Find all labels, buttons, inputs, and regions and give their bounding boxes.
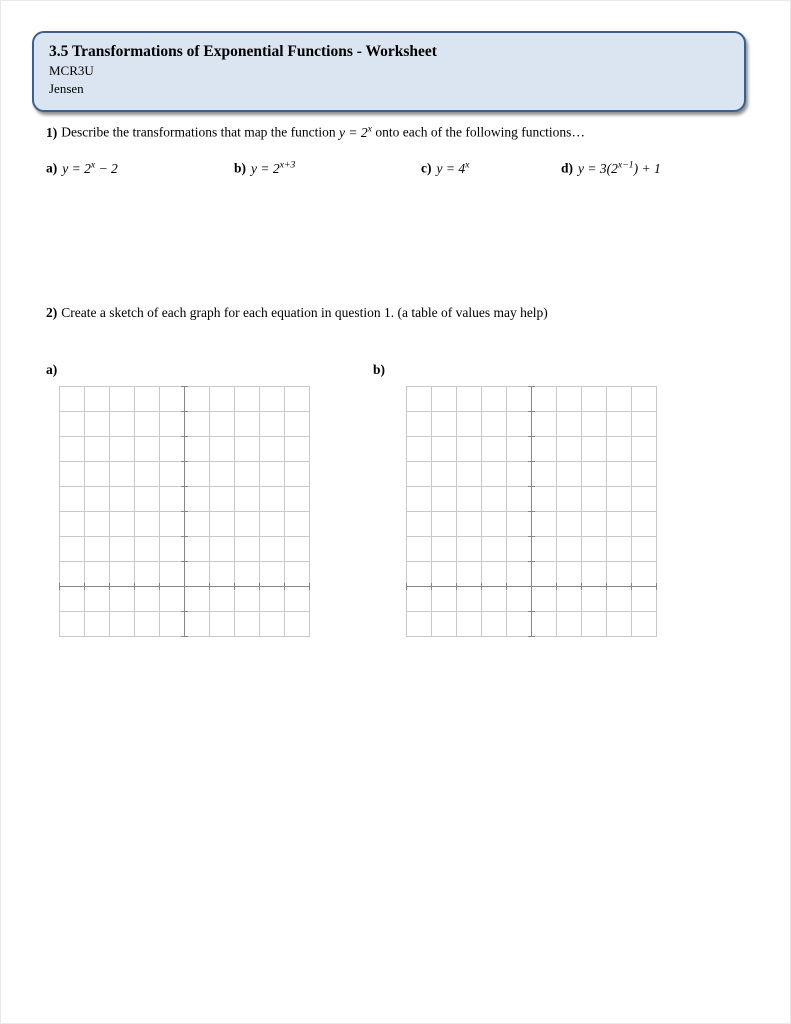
question-1-part-c [421,159,469,177]
part-d-suffix: ) + 1 [633,160,661,176]
part-a-exponent: x [90,159,96,170]
question-2-text: Create a sketch of each graph for each equation in question 1. (a table of values may help) [61,305,548,320]
x-axis [59,586,310,587]
part-a-equation [62,161,118,176]
part-c-base: y = 4 [436,160,466,176]
question-1-number: 1) [46,124,58,140]
part-a-base: y = 2 [62,160,91,176]
question-1-text-after: onto each of the following functions… [371,124,585,140]
question-1-math-exponent: x [367,123,372,134]
question-1-part-b [234,159,295,177]
question-2 [46,305,756,321]
question-1-math [339,125,372,140]
graph-b-label: b) [373,362,386,377]
question-2-number: 2) [46,305,58,320]
header-box [32,31,746,112]
part-c-label: c) [421,160,432,176]
graph-grid-b [406,386,657,637]
part-a-label: a) [46,160,58,176]
teacher-name: Jensen [49,81,84,97]
part-b-label: b) [234,160,247,176]
question-1-part-a [46,159,118,177]
part-d-equation [578,161,661,176]
part-d-base: y = 3(2 [578,160,618,176]
course-code: MCR3U [49,63,94,79]
y-axis [531,386,532,637]
question-1-math-base: y = 2 [339,124,368,140]
part-d-label: d) [561,160,574,176]
part-a-suffix: − 2 [95,160,118,176]
part-d-exponent: x−1 [617,159,634,170]
worksheet-title: 3.5 Transformations of Exponential Functions - Worksheet [49,43,437,60]
part-b-equation [251,161,295,176]
graph-a-label: a) [46,362,58,377]
question-1 [46,123,756,141]
question-1-part-d [561,159,661,177]
part-b-base: y = 2 [251,160,280,176]
part-c-exponent: x [465,159,470,170]
question-1-text-before: Describe the transformations that map the function [61,124,340,140]
graph-grid-a [59,386,310,637]
part-b-exponent: x+3 [279,159,296,170]
x-axis [406,586,657,587]
y-axis [184,386,185,637]
part-c-equation [437,161,470,176]
